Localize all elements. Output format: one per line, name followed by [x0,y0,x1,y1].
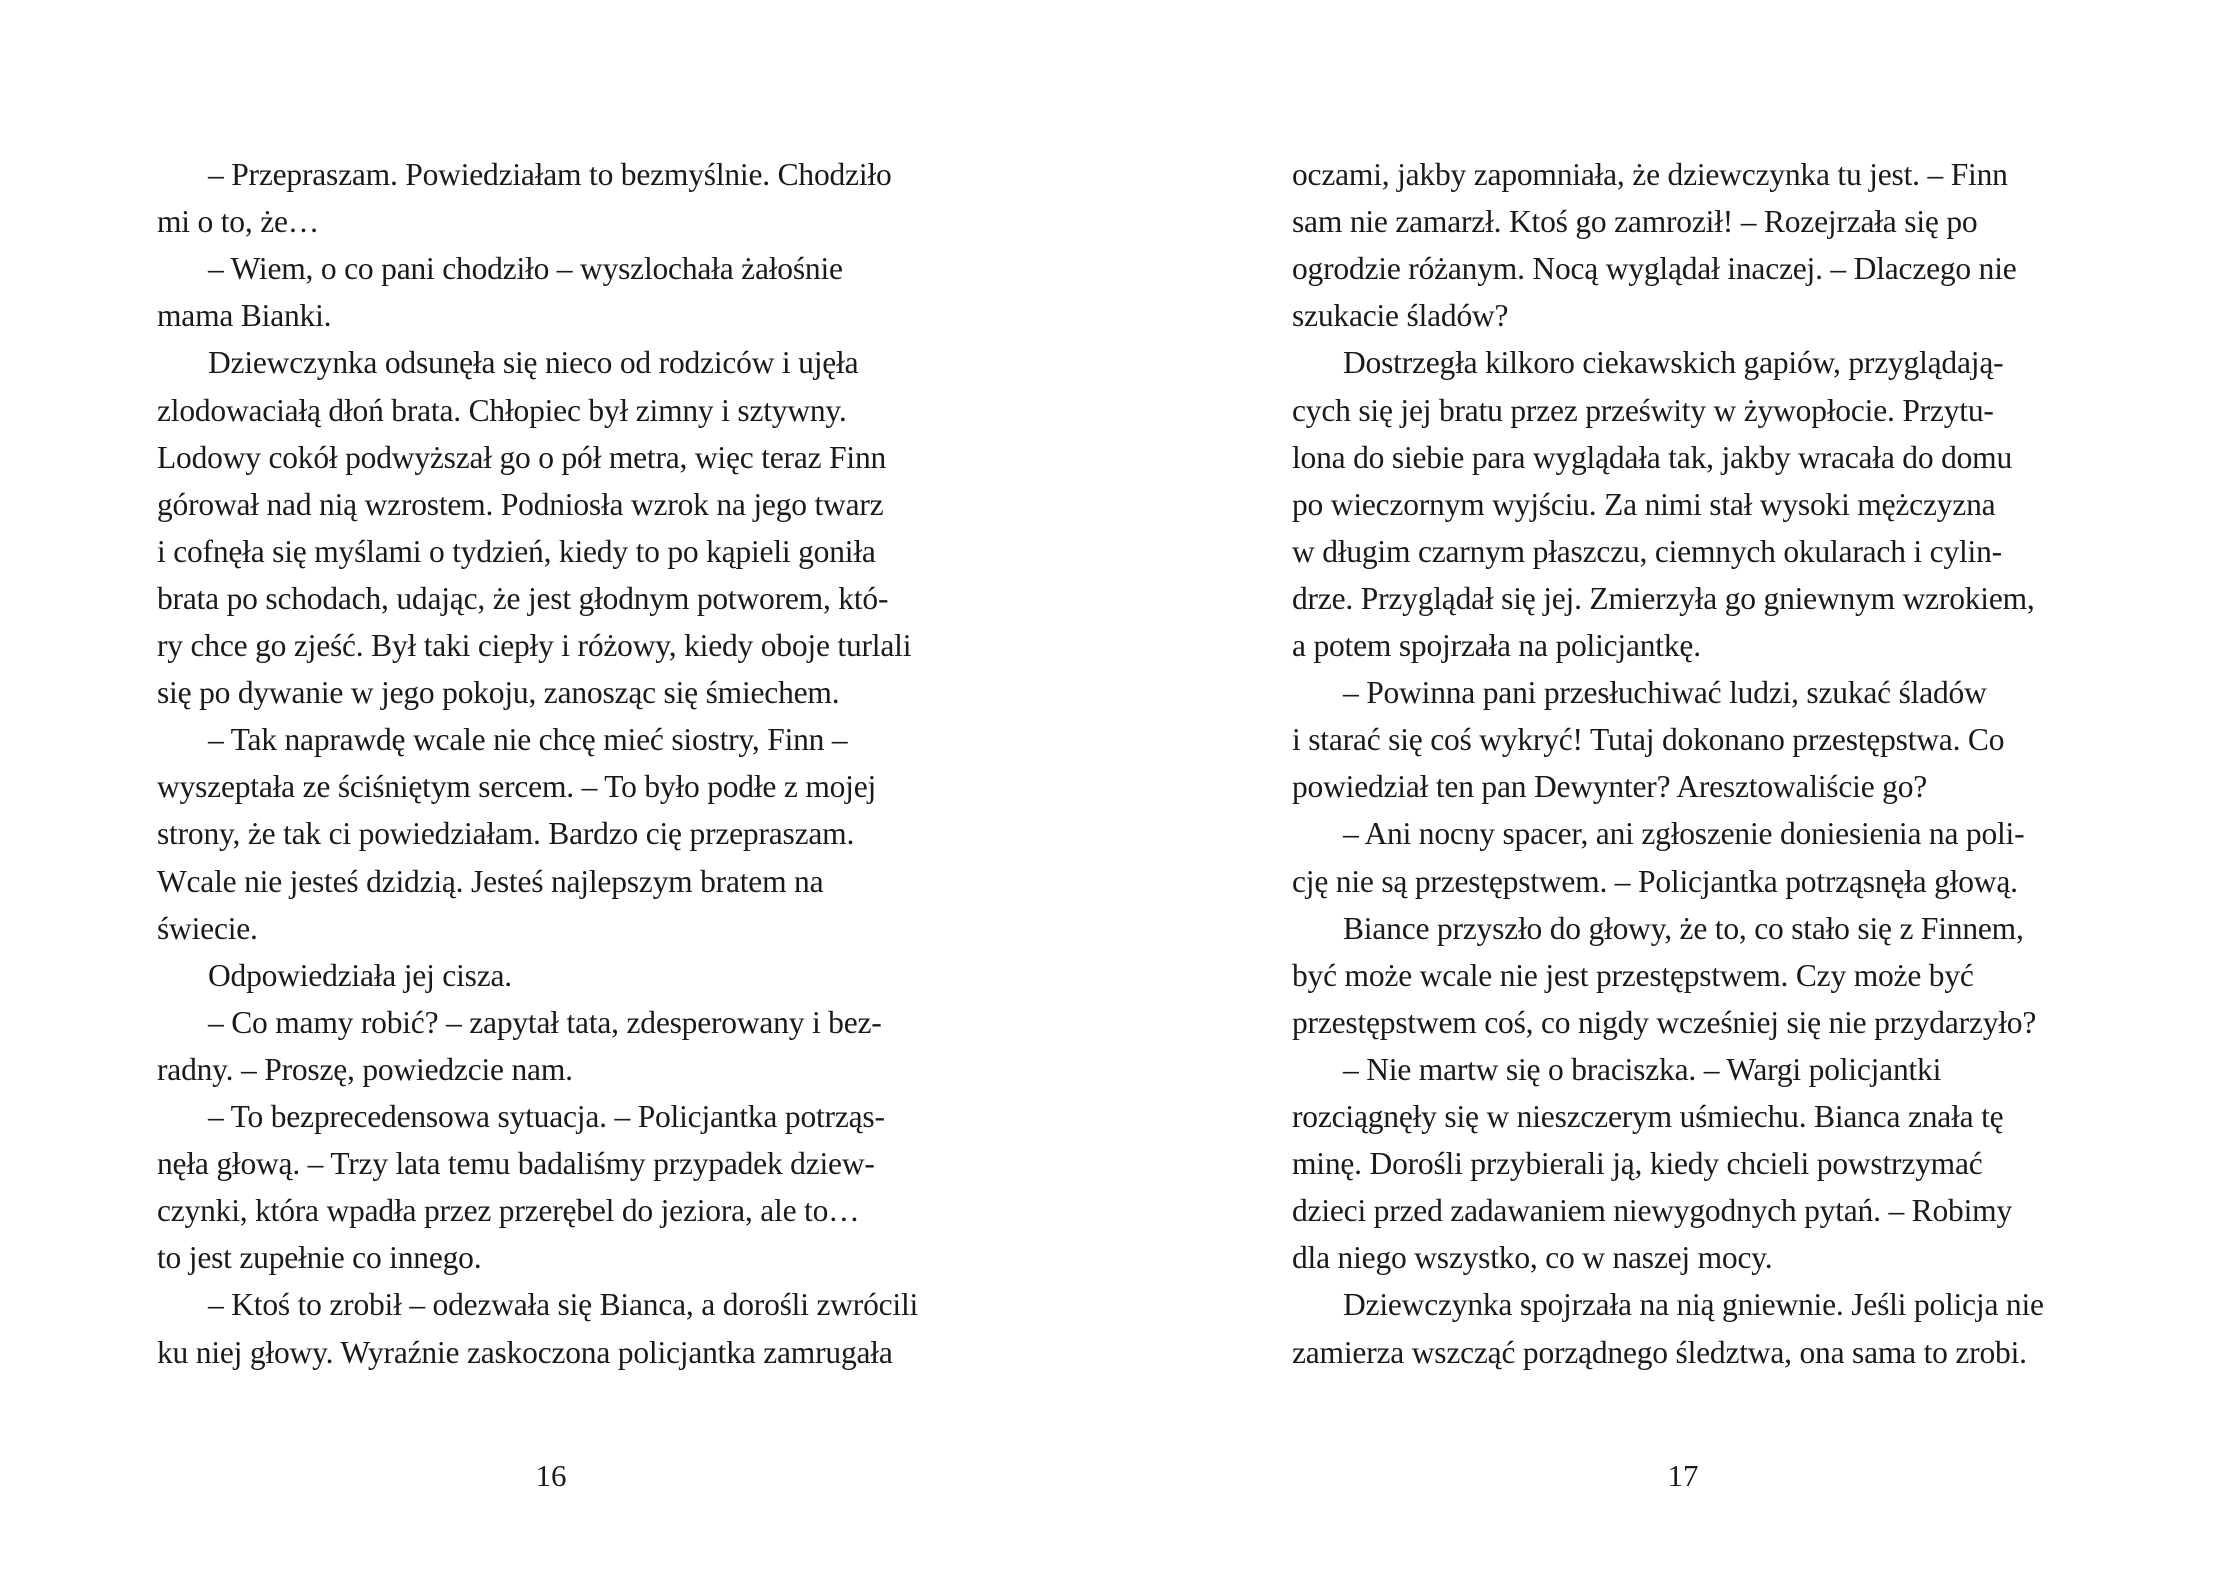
text-line: i cofnęła się myślami o tydzień, kiedy to po kąpieli goniła [157,533,876,569]
text-line: czynki, która wpadła przez przerębel do jeziora, ale to… [157,1193,860,1229]
text-line: zlodowaciałą dłoń brata. Chłopiec był zimny i sztywny. [157,392,847,428]
right-page [1118,0,2236,1591]
text-line: strony, że tak ci powiedziałam. Bardzo cię przepraszam. [157,816,855,852]
text-line: górował nad nią wzrostem. Podniosła wzrok na jego twarz [157,486,884,522]
text-line: radny. – Proszę, powiedzcie nam. [157,1051,573,1087]
text-line: – To bezprecedensowa sytuacja. – Policjantka potrząs- [208,1099,885,1134]
text-line: Lodowy cokół podwyższał go o pół metra, więc teraz Finn [157,439,887,475]
text-line: po wieczornym wyjściu. Za nimi stał wysoki mężczyzna [1292,486,1996,522]
text-line: mi o to, że… [157,204,320,240]
text-line: wyszeptała ze ściśniętym sercem. – To było podłe z mojej [157,769,877,805]
text-line: świecie. [157,910,258,946]
text-line: lona do siebie para wyglądała tak, jakby wracała do domu [1292,439,2013,475]
text-line: ogrodzie różanym. Nocą wyglądał inaczej. – Dlaczego nie [1292,251,2017,287]
text-line: to jest zupełnie co innego. [157,1240,482,1276]
text-line: Dostrzegła kilkoro ciekawskich gapiów, przyglądają- [1343,345,2004,381]
text-line: Dziewczynka spojrzała na nią gniewnie. Jeśli policja nie [1343,1287,2044,1323]
text-line: – Ani nocny spacer, ani zgłoszenie doniesienia na poli- [1343,816,2025,852]
text-line: szukacie śladów? [1292,298,1509,334]
text-line: minę. Dorośli przybierali ją, kiedy chcieli powstrzymać [1292,1146,1983,1182]
text-line: ry chce go zjeść. Był taki ciepły i różowy, kiedy oboje turlali [157,628,912,663]
text-line: dla niego wszystko, co w naszej mocy. [1292,1240,1773,1276]
text-line: Odpowiedziała jej cisza. [208,957,512,993]
text-line: – Nie martw się o braciszka. – Wargi policjantki [1343,1051,1942,1087]
text-line: ku niej głowy. Wyraźnie zaskoczona policjantka zamrugała [157,1334,893,1370]
text-line: – Powinna pani przesłuchiwać ludzi, szukać śladów [1343,675,1987,711]
page-number-left: 16 [535,1458,567,1493]
text-line: drze. Przyglądał się jej. Zmierzyła go gniewnym wzrokiem, [1292,580,2035,616]
text-line: – Ktoś to zrobił – odezwała się Bianca, a dorośli zwrócili [208,1287,919,1323]
text-line: być może wcale nie jest przestępstwem. Czy może być [1292,957,1974,993]
text-line: rozciągnęły się w nieszczerym uśmiechu. Bianca znała tę [1292,1099,2004,1134]
text-line: Wcale nie jesteś dzidzią. Jesteś najlepszym bratem na [157,863,824,899]
text-line: przestępstwem coś, co nigdy wcześniej się nie przydarzyło? [1292,1004,2037,1040]
text-line: cję nie są przestępstwem. – Policjantka potrząsnęła głową. [1292,863,2018,899]
text-line: oczami, jakby zapomniała, że dziewczynka tu jest. – Finn [1292,157,2008,192]
text-line: w długim czarnym płaszczu, ciemnych okularach i cylin- [1292,533,2002,569]
text-line: a potem spojrzała na policjantkę. [1292,628,1701,663]
text-line: nęła głową. – Trzy lata temu badaliśmy przypadek dziew- [157,1146,875,1182]
text-line: sam nie zamarzł. Ktoś go zamroził! – Rozejrzała się po [1292,204,1978,240]
text-line: mama Bianki. [157,298,332,334]
text-line: zamierza wszcząć porządnego śledztwa, ona sama to zrobi. [1292,1334,2027,1370]
text-line: się po dywanie w jego pokoju, zanosząc się śmiechem. [157,675,840,711]
text-line: brata po schodach, udając, że jest głodnym potworem, któ- [157,580,889,616]
text-line: – Tak naprawdę wcale nie chcę mieć siostry, Finn – [208,722,848,758]
text-line: – Przepraszam. Powiedziałam to bezmyślnie. Chodziło [208,157,892,192]
text-line: Dziewczynka odsunęła się nieco od rodziców i ujęła [208,345,859,381]
text-line: Biance przyszło do głowy, że to, co stało się z Finnem, [1343,910,2024,946]
text-line: cych się jej bratu przez prześwity w żywopłocie. Przytu- [1292,392,1994,428]
text-line: – Wiem, o co pani chodziło – wyszlochała żałośnie [208,251,843,287]
text-line: – Co mamy robić? – zapytał tata, zdesperowany i bez- [208,1004,882,1040]
page-number-right: 17 [1667,1458,1699,1493]
text-line: dzieci przed zadawaniem niewygodnych pytań. – Robimy [1292,1193,2012,1229]
text-line: powiedział ten pan Dewynter? Aresztowaliście go? [1292,769,1928,805]
text-line: i starać się coś wykryć! Tutaj dokonano przestępstwa. Co [1292,722,2005,758]
